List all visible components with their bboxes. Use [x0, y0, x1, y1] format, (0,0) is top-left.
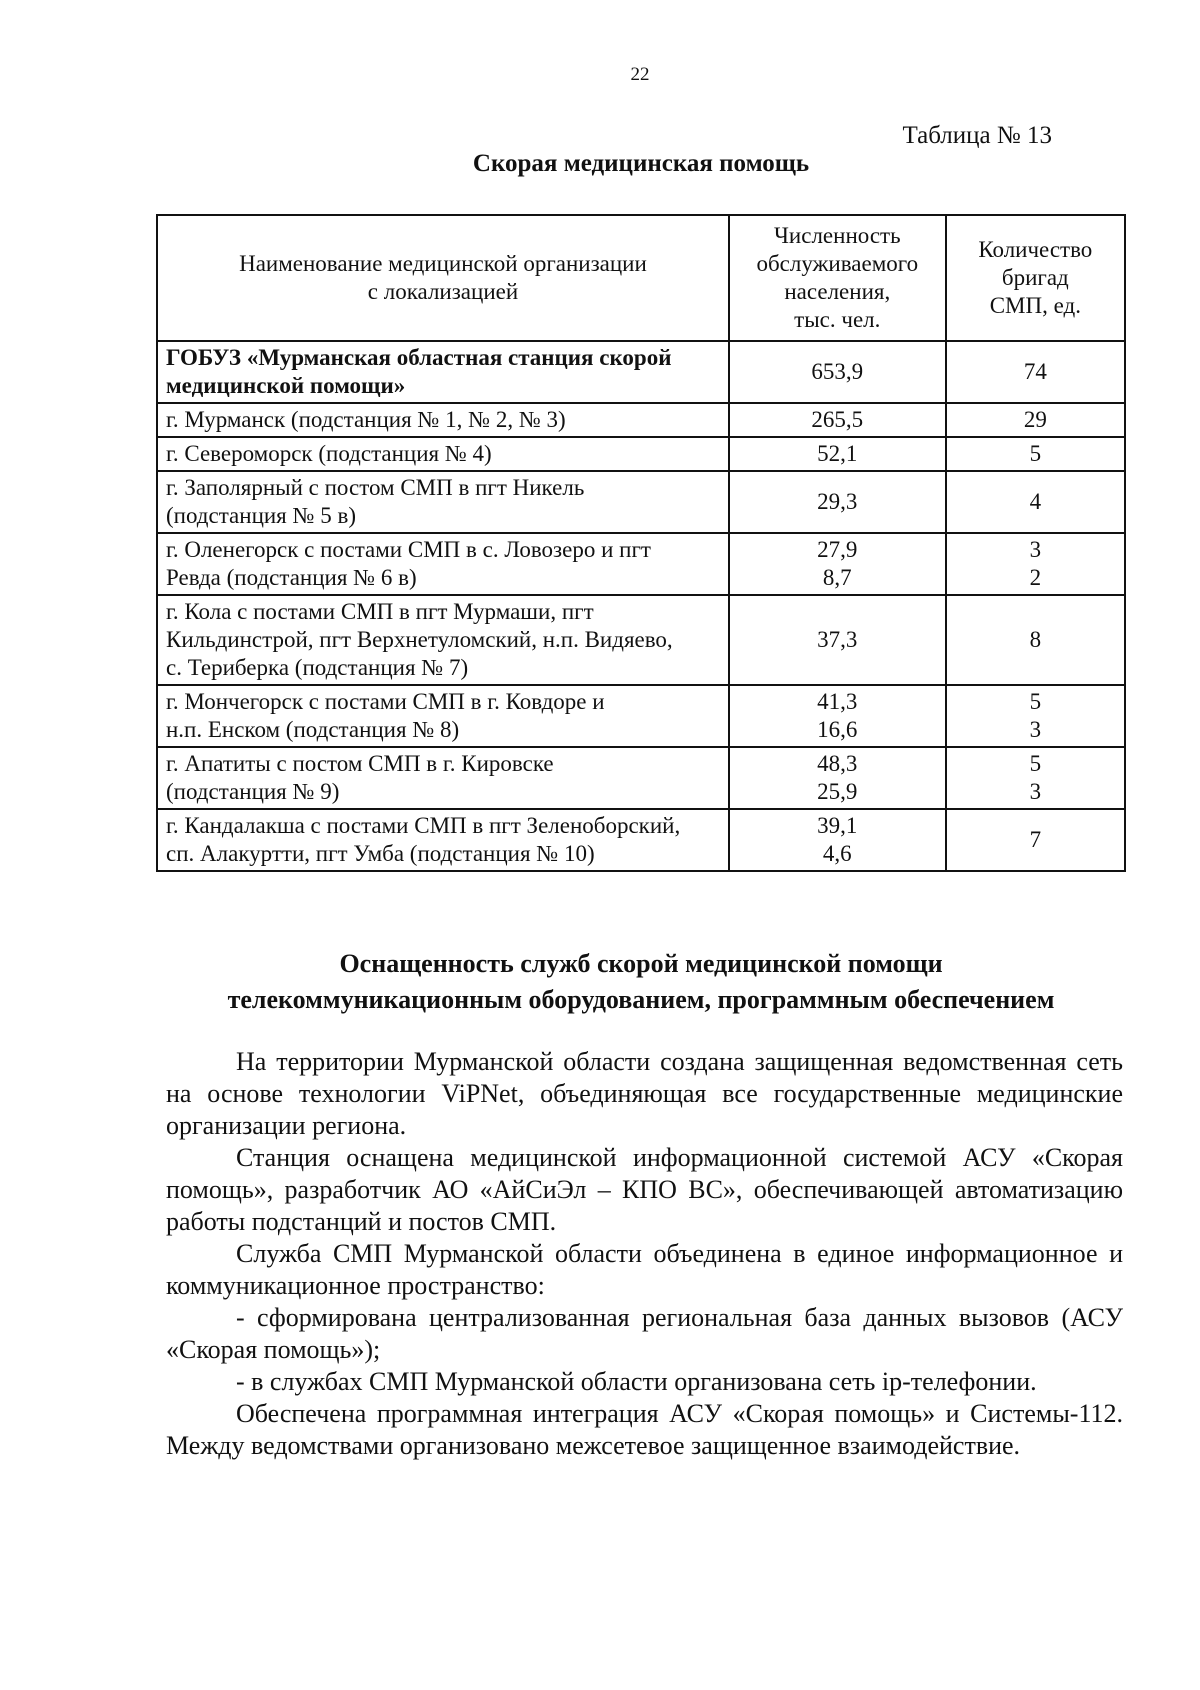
cell-name [157, 595, 729, 685]
header-name [157, 215, 729, 341]
cell-name [157, 747, 729, 809]
table-row [157, 533, 1125, 595]
cell-brigades [946, 809, 1125, 871]
cell-population-line: 8,7 [822, 565, 852, 590]
cell-brigades-line: 29 [1023, 407, 1047, 432]
page-number: 22 [630, 64, 650, 85]
cell-brigades [946, 471, 1125, 533]
cell-name-line: г. Заполярный с постом СМП в пгт Никель [166, 475, 585, 500]
cell-name-line: (подстанция № 5 в) [166, 503, 356, 528]
paragraph: - в службах СМП Мурманской области организована сеть ip-телефонии. [236, 1367, 1037, 1396]
cell-brigades-line: 3 [1029, 779, 1042, 804]
org-name [157, 341, 729, 403]
table-title: Скорая медицинская помощь [472, 150, 810, 177]
cell-name [157, 471, 729, 533]
table-row [157, 437, 1125, 471]
cell-population-line: 4,6 [822, 841, 852, 866]
paragraph: Служба СМП Мурманской области объединена в единое информационное и коммуникационное пространство: [166, 1239, 1123, 1300]
cell-name [157, 809, 729, 871]
cell-brigades-line: 5 [1029, 751, 1042, 776]
section-title-line: телекоммуникационным оборудованием, программным обеспечением [227, 985, 1055, 1014]
org-name-line: медицинской помощи» [166, 373, 406, 398]
ambulance-table [156, 214, 1126, 872]
cell-population [729, 471, 946, 533]
org-brigades: 74 [946, 341, 1125, 403]
cell-population [729, 747, 946, 809]
cell-population [729, 437, 946, 471]
cell-name-line: г. Апатиты с постом СМП в г. Кировске [166, 751, 554, 776]
cell-brigades [946, 685, 1125, 747]
cell-brigades [946, 533, 1125, 595]
cell-brigades [946, 595, 1125, 685]
cell-name-line: г. Североморск (подстанция № 4) [166, 441, 492, 466]
cell-name [157, 533, 729, 595]
section-title [156, 946, 1126, 1018]
cell-population [729, 809, 946, 871]
cell-name-line: с. Териберка (подстанция № 7) [166, 655, 469, 680]
cell-brigades-line: 7 [1029, 827, 1042, 852]
table-row [157, 809, 1125, 871]
cell-population-line: 48,3 [817, 751, 858, 776]
table-row [157, 403, 1125, 437]
cell-name-line: г. Кандалакша с постами СМП в пгт Зеленоборский, [166, 813, 681, 838]
cell-population [729, 403, 946, 437]
cell-name-line: г. Мончегорск с постами СМП в г. Ковдоре и [166, 689, 605, 714]
cell-name [157, 403, 729, 437]
paragraph: На территории Мурманской области создана защищенная ведомственная сеть на основе технологии ViPNet, объединяющая все государственные медицинские организации региона. [166, 1047, 1123, 1140]
header-brigades-line: СМП, ед. [989, 293, 1081, 318]
cell-name-line: н.п. Енском (подстанция № 8) [166, 717, 460, 742]
cell-brigades-line: 3 [1029, 717, 1042, 742]
cell-brigades [946, 403, 1125, 437]
cell-population-line: 39,1 [817, 813, 858, 838]
table-row [157, 685, 1125, 747]
cell-brigades-line: 5 [1029, 689, 1042, 714]
header-name-line: Наименование медицинской организации [239, 251, 647, 276]
header-population-line: Численность [773, 223, 901, 248]
header-name-line: с локализацией [367, 279, 519, 304]
paragraph: Станция оснащена медицинской информационной системой АСУ «Скорая помощь», разработчик АО «АйСиЭл – КПО ВС», обеспечивающей автоматизацию работы подстанций и постов СМП. [166, 1143, 1123, 1236]
org-name-line: ГОБУЗ «Мурманская областная станция скорой [166, 345, 672, 370]
cell-population-line: 25,9 [817, 779, 858, 804]
cell-name-line: Ревда (подстанция № 6 в) [166, 565, 417, 590]
cell-population [729, 595, 946, 685]
cell-population-line: 16,6 [817, 717, 858, 742]
cell-population-line: 37,3 [817, 627, 858, 652]
cell-brigades-line: 4 [1029, 489, 1042, 514]
cell-name-line: сп. Алакуртти, пгт Умба (подстанция № 10) [166, 841, 595, 866]
cell-population-line: 41,3 [817, 689, 858, 714]
org-population: 653,9 [729, 341, 946, 403]
cell-name-line: г. Мурманск (подстанция № 1, № 2, № 3) [166, 407, 566, 432]
paragraph: - сформирована централизованная региональная база данных вызовов (АСУ «Скорая помощь»); [166, 1303, 1123, 1364]
cell-name [157, 437, 729, 471]
cell-name-line: (подстанция № 9) [166, 779, 340, 804]
body-text [166, 1046, 1123, 1462]
header-brigades-line: бригад [1001, 265, 1069, 290]
cell-brigades-line: 8 [1029, 627, 1042, 652]
header-population-line: тыс. чел. [794, 307, 881, 332]
table-header-row [157, 215, 1125, 341]
header-population-line: обслуживаемого [756, 251, 919, 276]
cell-brigades [946, 747, 1125, 809]
cell-brigades-line: 5 [1029, 441, 1042, 466]
table-row [157, 747, 1125, 809]
header-brigades [946, 215, 1125, 341]
cell-population-line: 29,3 [817, 489, 858, 514]
cell-name-line: г. Оленегорск с постами СМП в с. Ловозеро и пгт [166, 537, 651, 562]
table-label: Таблица № 13 [902, 122, 1052, 149]
table-row [157, 595, 1125, 685]
cell-population [729, 685, 946, 747]
cell-name [157, 685, 729, 747]
section-title-line: Оснащенность служб скорой медицинской помощи [339, 949, 943, 978]
table-row-org [157, 341, 1125, 403]
cell-name-line: Кильдинстрой, пгт Верхнетуломский, н.п. Видяево, [166, 627, 673, 652]
cell-population [729, 533, 946, 595]
paragraph: Обеспечена программная интеграция АСУ «Скорая помощь» и Системы-112. Между ведомствами организовано межсетевое защищенное взаимодействие. [166, 1399, 1123, 1460]
header-population-line: населения, [784, 279, 891, 304]
cell-brigades [946, 437, 1125, 471]
header-population [729, 215, 946, 341]
cell-brigades-line: 2 [1029, 565, 1042, 590]
cell-brigades-line: 3 [1029, 537, 1042, 562]
cell-population-line: 52,1 [817, 441, 858, 466]
header-brigades-line: Количество [978, 237, 1093, 262]
cell-name-line: г. Кола с постами СМП в пгт Мурмаши, пгт [166, 599, 594, 624]
table-row [157, 471, 1125, 533]
cell-population-line: 27,9 [817, 537, 858, 562]
cell-population-line: 265,5 [811, 407, 864, 432]
